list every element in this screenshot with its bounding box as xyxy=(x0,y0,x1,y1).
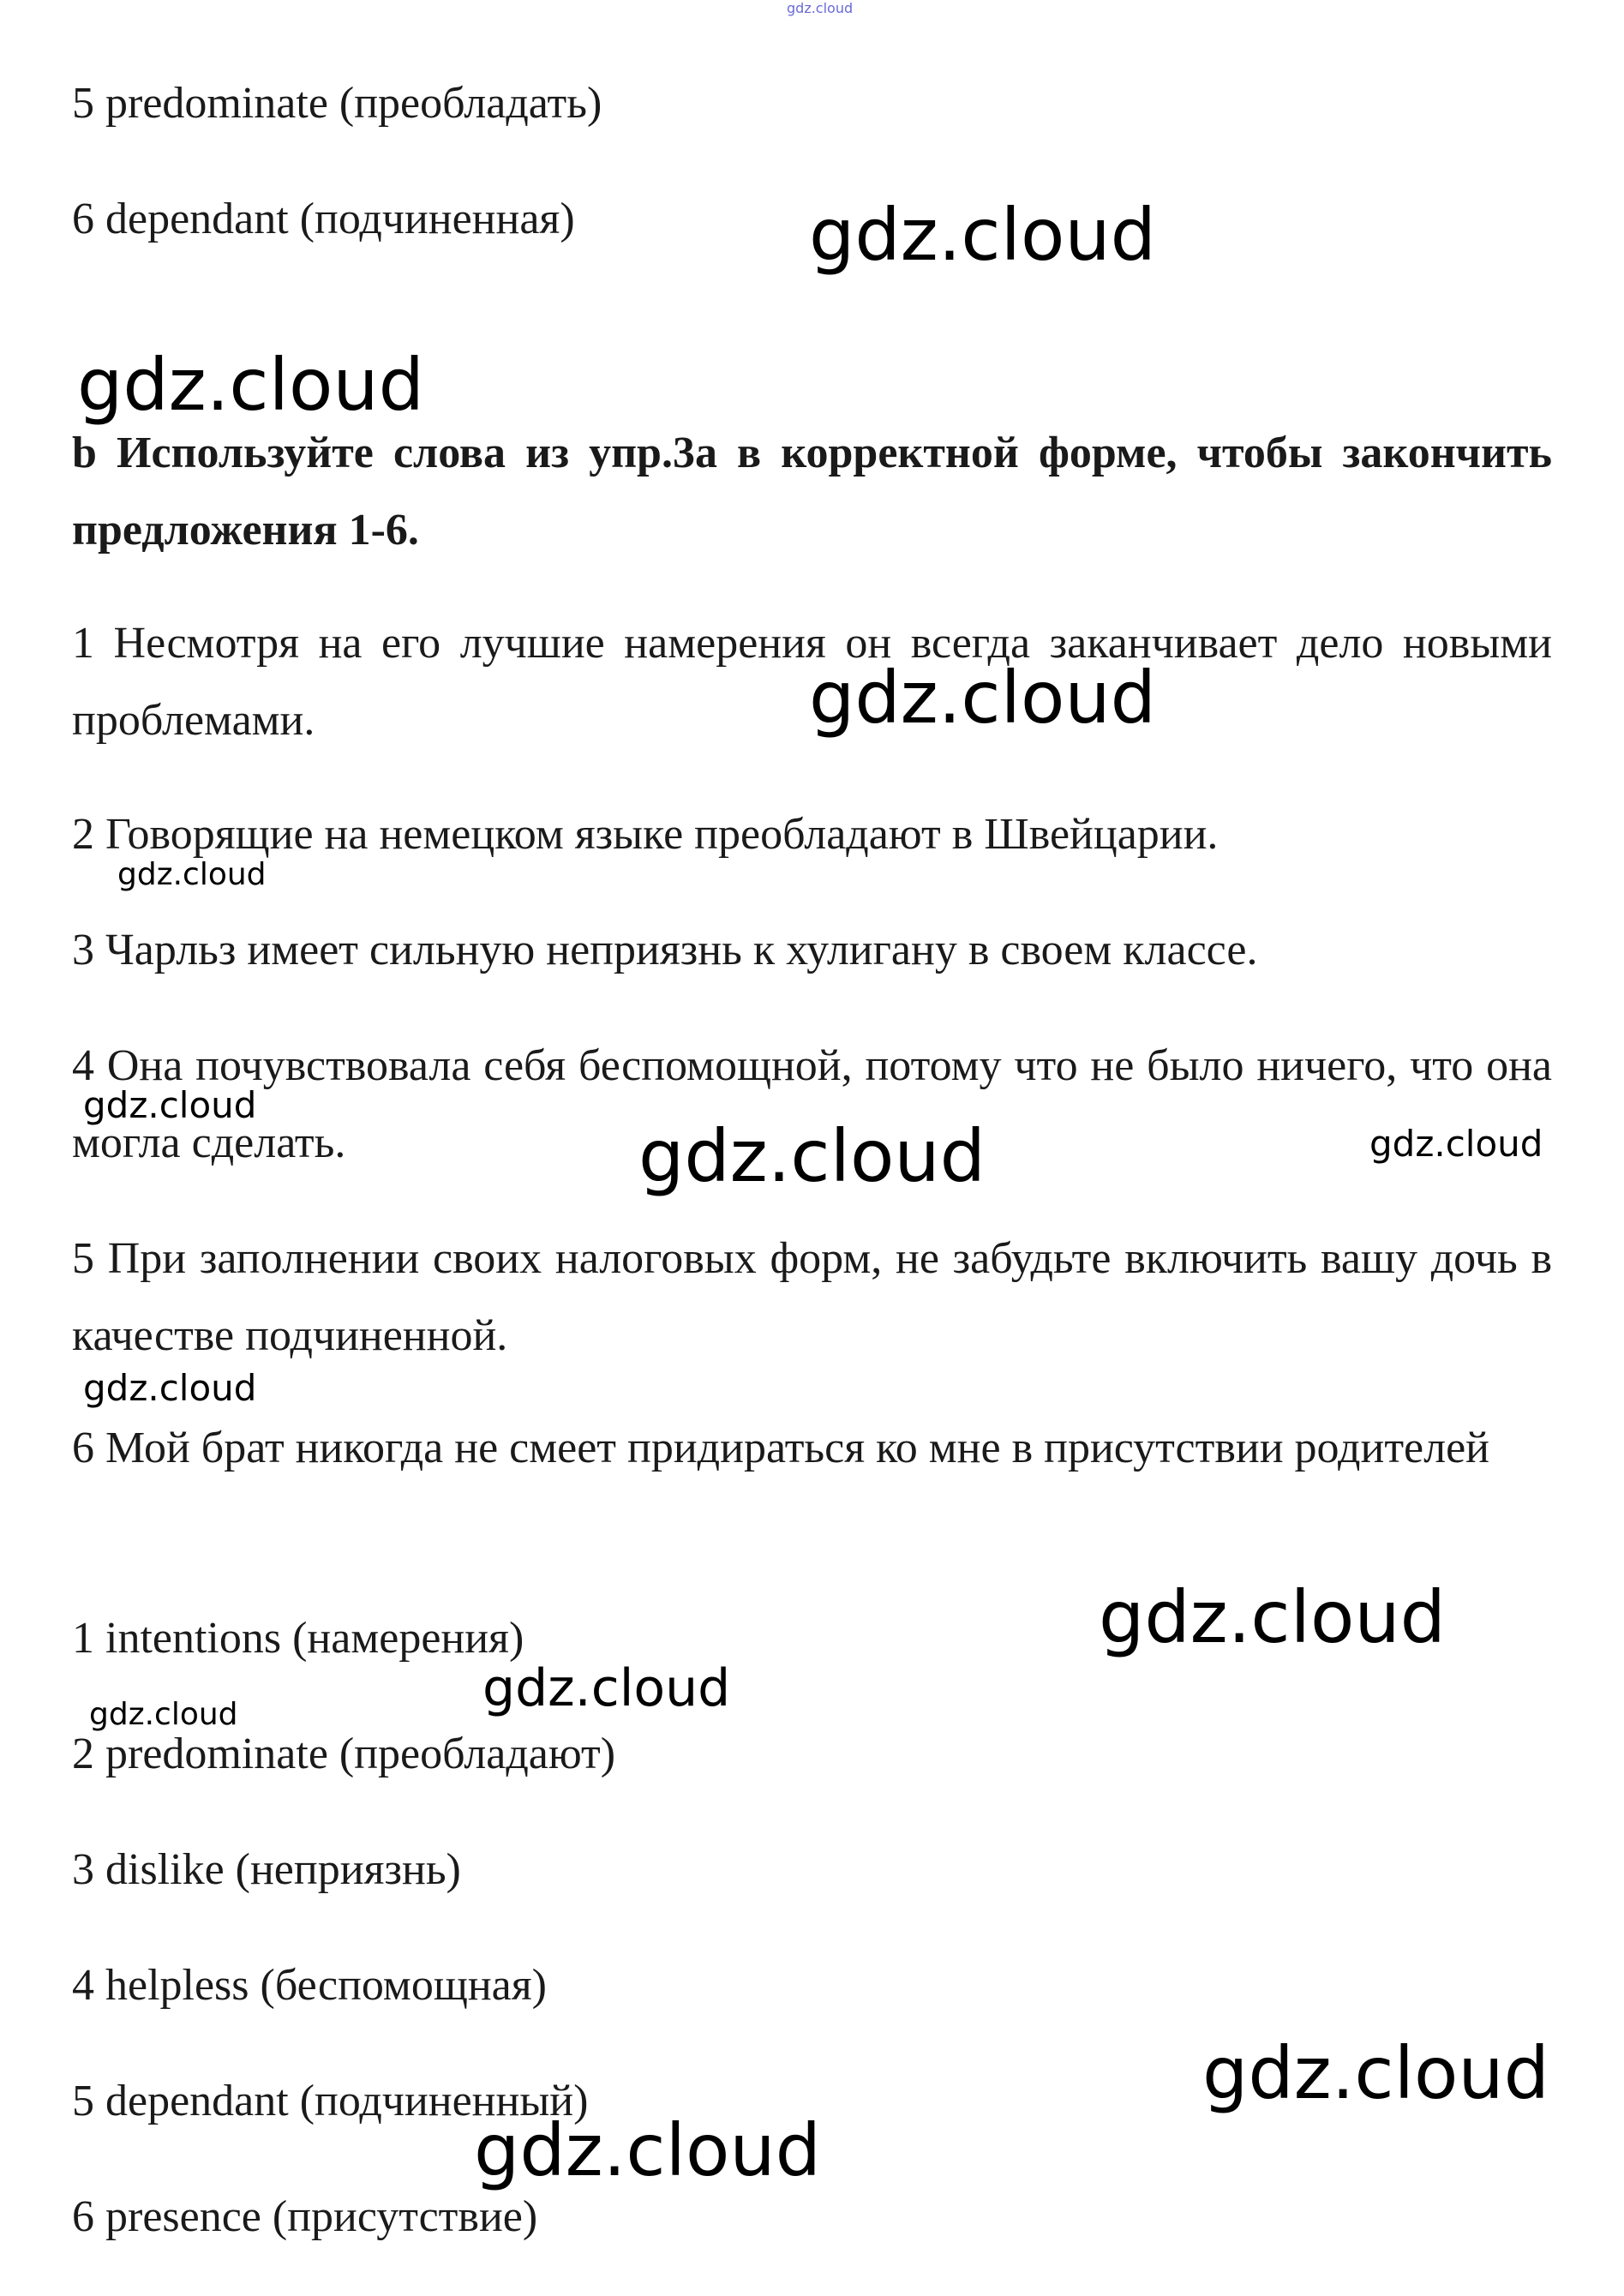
watermark: gdz.cloud xyxy=(1099,1575,1446,1659)
watermark: gdz.cloud xyxy=(809,656,1156,740)
prev-list-item: 5 predominate (преобладать) xyxy=(72,79,602,128)
header-site-mark: gdz.cloud xyxy=(787,0,854,16)
answer-item: 5 dependant (подчиненный) xyxy=(72,2077,589,2125)
prev-list-item: 6 dependant (подчиненная) xyxy=(72,195,575,243)
translation-item: 1 Несмотря на его лучшие намерения он всегда заканчивает дело новыми проблемами. xyxy=(72,619,1552,745)
translation-item: 6 Мой брат никогда не смеет придираться ко мне в присутствии родителей xyxy=(72,1424,1489,1472)
watermark: gdz.cloud xyxy=(83,1367,257,1409)
translation-item: 3 Чарльз имеет сильную неприязнь к хулигану в своем классе. xyxy=(72,926,1258,974)
translation-item: 5 При заполнении своих налоговых форм, не забудьте включить вашу дочь в качестве подчиненной. xyxy=(72,1234,1552,1360)
task-b-title: b Используйте слова из упр.3a в корректной форме, чтобы закончить предложения 1-6. xyxy=(72,429,1552,555)
watermark: gdz.cloud xyxy=(1369,1123,1543,1165)
answer-item: 2 predominate (преобладают) xyxy=(72,1729,616,1778)
translation-item: 2 Говорящие на немецком языке преобладают в Швейцарии. xyxy=(72,810,1219,859)
watermark: gdz.cloud xyxy=(89,1697,238,1732)
watermark: gdz.cloud xyxy=(809,193,1156,277)
translation-item: 4 Она почувствовала себя беспомощной, потому что не было ничего, что она могла сделать. xyxy=(72,1041,1552,1167)
watermark: gdz.cloud xyxy=(77,343,424,427)
answer-item: 3 dislike (неприязнь) xyxy=(72,1845,461,1894)
watermark: gdz.cloud xyxy=(474,2108,821,2192)
watermark: gdz.cloud xyxy=(117,857,267,892)
watermark: gdz.cloud xyxy=(83,1084,257,1126)
answer-item: 6 presence (присутствие) xyxy=(72,2192,538,2241)
watermark: gdz.cloud xyxy=(482,1658,731,1718)
watermark: gdz.cloud xyxy=(1202,2031,1549,2115)
answer-item: 1 intentions (намерения) xyxy=(72,1614,524,1663)
watermark: gdz.cloud xyxy=(638,1114,986,1198)
answer-item: 4 helpless (беспомощная) xyxy=(72,1961,547,2010)
